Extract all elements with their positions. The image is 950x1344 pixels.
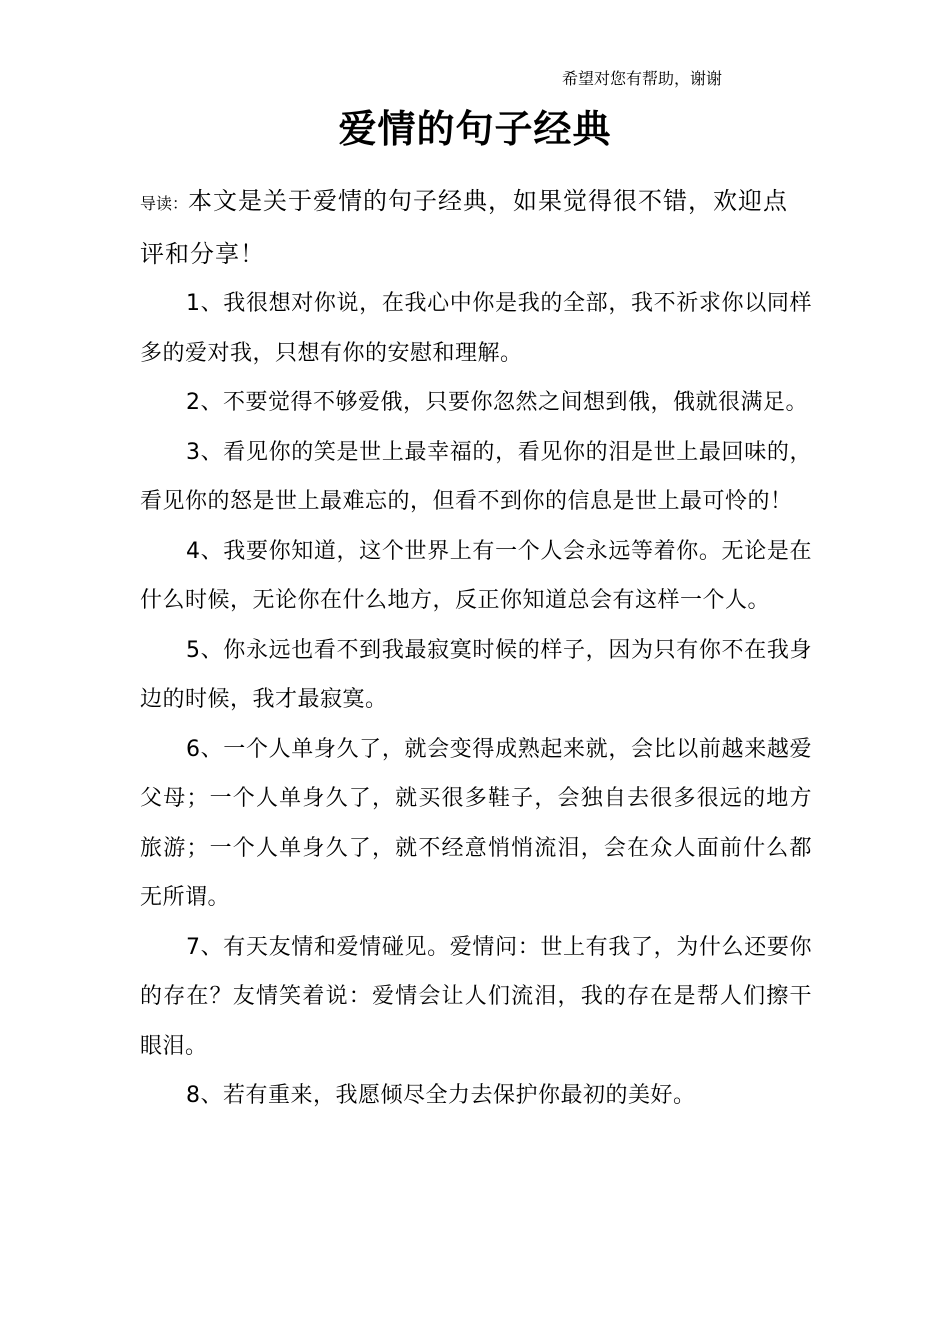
quote-paragraph-5: 5、你永远也看不到我最寂寞时候的样子，因为只有你不在我身边的时候，我才最寂寞。 [140,637,812,712]
document-title: 爱情的句子经典 [338,107,612,151]
quote-paragraph-2: 2、不要觉得不够爱俄，只要你忽然之间想到俄，俄就很满足。 [186,390,808,415]
document-body [140,176,812,1121]
header-note: 希望对您有帮助，谢谢 [562,69,723,88]
quote-paragraph-7: 7、有天友情和爱情碰见。爱情问：世上有我了，为什么还要你的存在？友情笑着说：爱情会让人们流泪，我的存在是帮人们擦干眼泪。 [140,934,812,1059]
quote-paragraph-1: 1、我很想对你说，在我心中你是我的全部，我不祈求你以同样多的爱对我，只想有你的安慰和理解。 [140,291,812,366]
intro-text: 本文是关于爱情的句子经典，如果觉得很不错，欢迎点评和分享！ [140,187,789,268]
intro-lead: 导读： [140,194,189,213]
intro-paragraph [140,176,812,279]
quote-paragraph-4: 4、我要你知道，这个世界上有一个人会永远等着你。无论是在什么时候，无论你在什么地方，反正你知道总会有这样一个人。 [140,538,812,613]
quote-paragraph-3: 3、看见你的笑是世上最幸福的，看见你的泪是世上最回味的，看见你的怒是世上最难忘的，但看不到你的信息是世上最可怜的！ [140,439,812,514]
quote-paragraph-8: 8、若有重来，我愿倾尽全力去保护你最初的美好。 [186,1083,696,1108]
quote-paragraph-6: 6、一个人单身久了，就会变得成熟起来就，会比以前越来越爱父母；一个人单身久了，就买很多鞋子，会独自去很多很远的地方旅游；一个人单身久了，就不经意悄悄流泪，会在众人面前什么都无所谓。 [140,736,812,910]
